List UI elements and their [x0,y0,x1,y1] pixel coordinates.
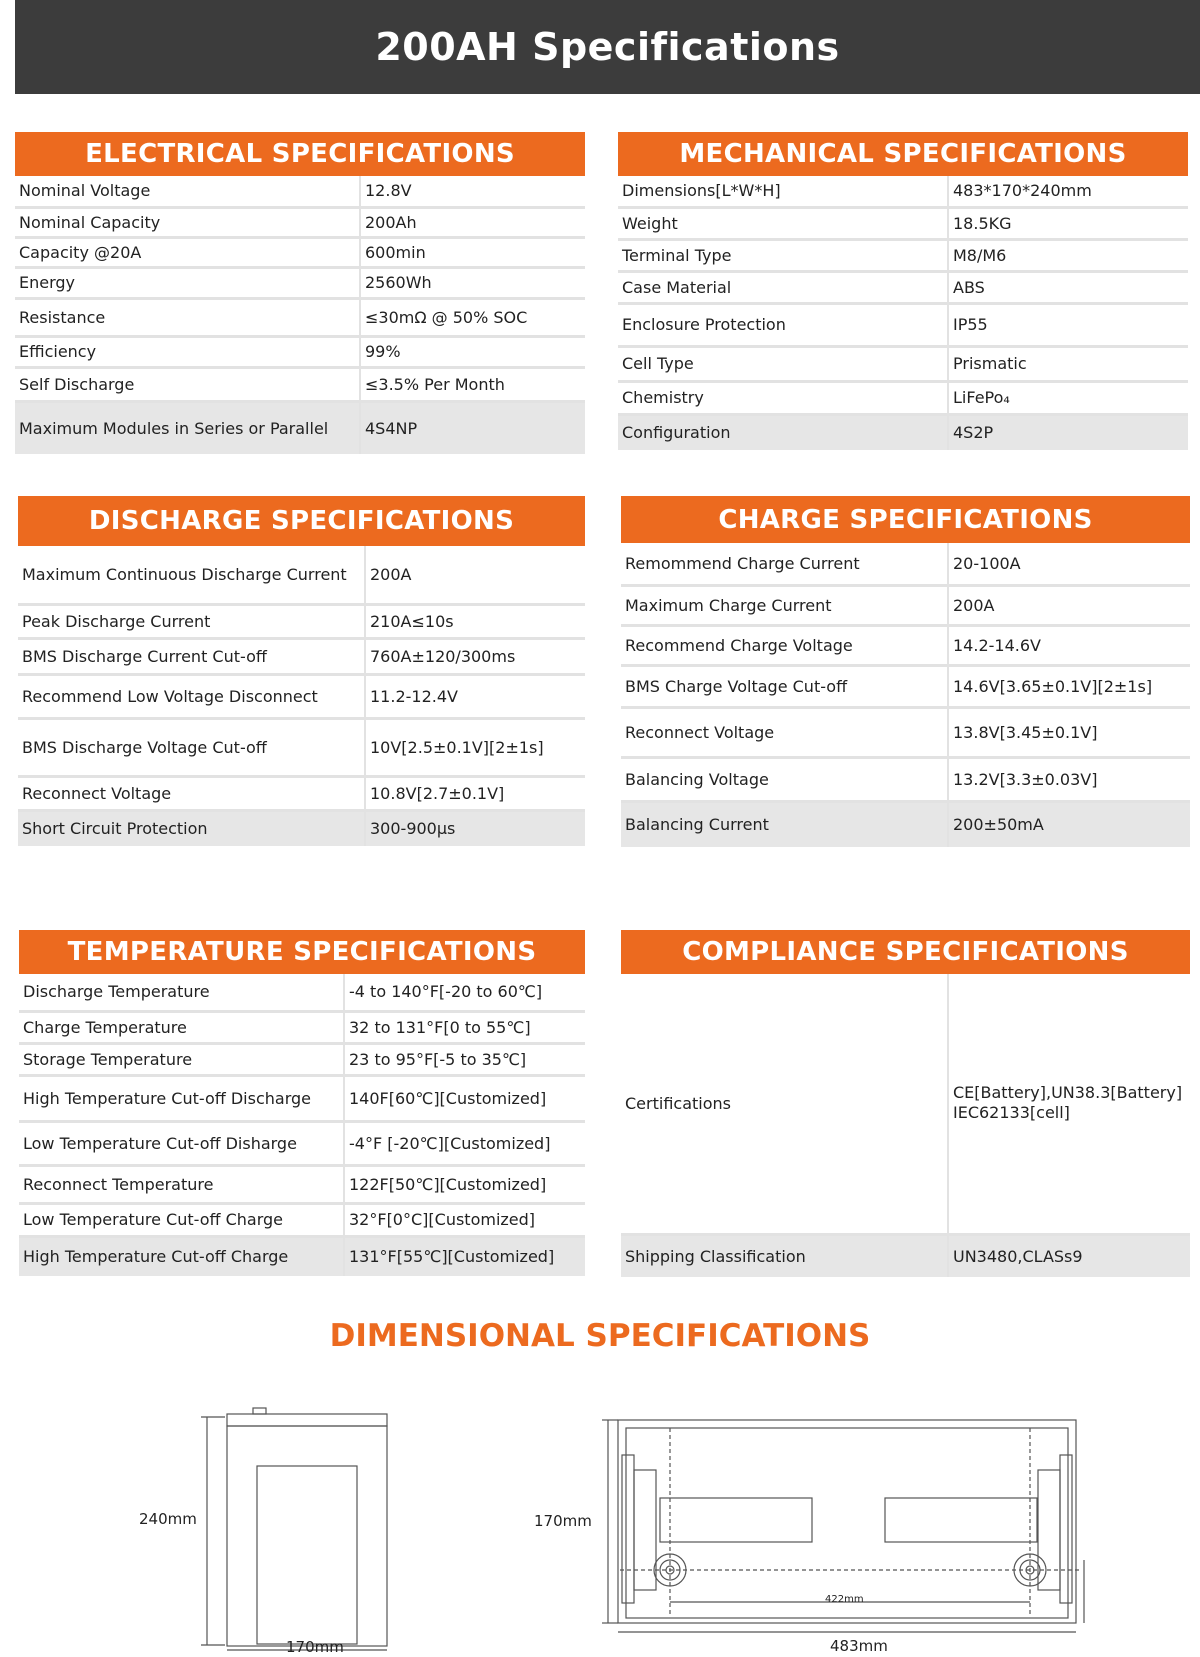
spec-value: UN3480,CLASs9 [948,1234,1190,1277]
side-height-label: 240mm [139,1510,197,1528]
mechanical-specifications [618,132,1188,450]
table-row [618,346,1188,381]
table-row [621,801,1190,847]
spec-value: 13.2V[3.3±0.03V] [948,757,1190,801]
table-row [621,585,1190,625]
spec-table [18,546,585,846]
table-row [621,665,1190,707]
side-width-label: 170mm [286,1638,344,1656]
spec-value: ABS [948,271,1188,303]
spec-value: 14.2-14.6V [948,625,1190,665]
spec-value: 99% [360,336,585,367]
terminal-cap [253,1408,266,1414]
spec-value: 4S2P [948,414,1188,450]
spec-label: Maximum Modules in Series or Parallel [15,401,360,454]
spec-table [621,543,1190,847]
discharge-specifications [18,496,585,846]
spec-label: Discharge Temperature [19,974,344,1011]
spec-label: Resistance [15,298,360,336]
spec-value: 32 to 131°F[0 to 55℃] [344,1011,585,1043]
spec-value: 300-900μs [365,810,585,846]
spec-value: 10.8V[2.7±0.1V] [365,776,585,810]
spec-label: Reconnect Voltage [18,776,365,810]
table-row [18,776,585,810]
table-row [621,974,1190,1234]
table-row [18,546,585,604]
spec-label: Self Discharge [15,367,360,401]
spec-value [948,974,1190,1234]
table-row [15,176,585,207]
left-handle [622,1455,634,1603]
section-title: MECHANICAL SPECIFICATIONS [618,132,1188,176]
table-row [19,974,585,1011]
table-row [618,414,1188,450]
spec-label: BMS Discharge Current Cut-off [18,638,365,674]
spec-value: 200Ah [360,207,585,237]
spec-value: 131°F[55℃][Customized] [344,1236,585,1276]
table-row [621,625,1190,665]
spec-value: Prismatic [948,346,1188,381]
table-row [18,718,585,776]
table-row [621,1234,1190,1277]
compliance-specifications [621,930,1190,1277]
page-title: 200AH Specifications [375,25,840,69]
spec-value: -4 to 140°F[-20 to 60℃] [344,974,585,1011]
charge-specifications [621,496,1190,847]
spec-label: Remommend Charge Current [621,543,948,585]
table-row [15,237,585,267]
battery-body [227,1426,387,1646]
spec-label: Dimensions[L*W*H] [618,176,948,207]
spec-value: 122F[50℃][Customized] [344,1165,585,1203]
table-row [15,336,585,367]
spec-value: 13.8V[3.45±0.1V] [948,707,1190,757]
table-row [15,207,585,237]
spec-label: Chemistry [618,381,948,414]
spec-label: Energy [15,267,360,298]
spec-value: 14.6V[3.65±0.1V][2±1s] [948,665,1190,707]
side-view-drawing [195,1405,410,1657]
spec-table [15,176,585,454]
spec-value: 20-100A [948,543,1190,585]
spec-label: Maximum Charge Current [621,585,948,625]
spec-value: 483*170*240mm [948,176,1188,207]
table-row [618,381,1188,414]
spec-label: Reconnect Voltage [621,707,948,757]
spec-label: Nominal Voltage [15,176,360,207]
section-title: COMPLIANCE SPECIFICATIONS [621,930,1190,974]
spec-label: Low Temperature Cut-off Charge [19,1203,344,1236]
spec-label: Nominal Capacity [15,207,360,237]
spec-label: Enclosure Protection [618,303,948,346]
table-row [19,1121,585,1165]
table-row [19,1203,585,1236]
dimensional-title: DIMENSIONAL SPECIFICATIONS [329,1318,871,1354]
spec-label: Peak Discharge Current [18,604,365,638]
table-row [618,271,1188,303]
spec-value: 200±50mA [948,801,1190,847]
spec-label: Reconnect Temperature [19,1165,344,1203]
spec-label: Short Circuit Protection [18,810,365,846]
spec-value: ≤3.5% Per Month [360,367,585,401]
table-row [15,267,585,298]
table-row [18,638,585,674]
cert-line: IEC62133[cell] [953,1103,1070,1123]
spec-table [19,974,585,1276]
spec-label: BMS Discharge Voltage Cut-off [18,718,365,776]
spec-label: Low Temperature Cut-off Disharge [19,1121,344,1165]
right-label-recess [885,1498,1037,1542]
table-row [19,1011,585,1043]
spec-value: 200A [948,585,1190,625]
spec-value: 32°F[0°C][Customized] [344,1203,585,1236]
spec-value: -4°F [-20℃][Customized] [344,1121,585,1165]
spec-label: Certifications [621,974,948,1234]
spec-label: Balancing Current [621,801,948,847]
spec-label: Configuration [618,414,948,450]
table-row [18,674,585,718]
top-length-label: 483mm [830,1637,888,1655]
table-row [618,207,1188,239]
label-panel [257,1466,357,1644]
spec-label: Capacity @20A [15,237,360,267]
spec-label: Recommend Charge Voltage [621,625,948,665]
spec-label: Weight [618,207,948,239]
table-row [19,1236,585,1276]
spec-value: 11.2-12.4V [365,674,585,718]
spec-label: High Temperature Cut-off Discharge [19,1075,344,1121]
spec-label: Shipping Classification [621,1234,948,1277]
table-row [15,401,585,454]
spec-label: BMS Charge Voltage Cut-off [621,665,948,707]
spec-value: 4S4NP [360,401,585,454]
table-row [618,303,1188,346]
spec-label: Storage Temperature [19,1043,344,1075]
spec-label: Charge Temperature [19,1011,344,1043]
section-title: ELECTRICAL SPECIFICATIONS [15,132,585,176]
terminal-spacing-label: 422mm [825,1594,864,1605]
table-row [621,543,1190,585]
section-title: DISCHARGE SPECIFICATIONS [18,496,585,546]
left-label-recess [660,1498,812,1542]
spec-label: Terminal Type [618,239,948,271]
table-row [618,239,1188,271]
spec-label: Efficiency [15,336,360,367]
table-row [18,810,585,846]
spec-value: LiFePo₄ [948,381,1188,414]
electrical-specifications [15,132,585,454]
spec-label: Case Material [618,271,948,303]
spec-table [618,176,1188,450]
table-row [19,1075,585,1121]
spec-label: Balancing Voltage [621,757,948,801]
spec-value: 23 to 95°F[-5 to 35℃] [344,1043,585,1075]
spec-value: 18.5KG [948,207,1188,239]
spec-value: ≤30mΩ @ 50% SOC [360,298,585,336]
battery-lid [227,1414,387,1426]
spec-value: 2560Wh [360,267,585,298]
spec-value: 12.8V [360,176,585,207]
top-view-drawing [600,1410,1100,1650]
top-depth-label: 170mm [534,1512,592,1530]
spec-label: Recommend Low Voltage Disconnect [18,674,365,718]
table-row [19,1165,585,1203]
spec-value: 210A≤10s [365,604,585,638]
spec-label: Maximum Continuous Discharge Current [18,546,365,604]
table-row [621,707,1190,757]
table-row [18,604,585,638]
spec-table [621,974,1190,1277]
spec-value: 200A [365,546,585,604]
temperature-specifications [19,930,585,1276]
spec-value: 760A±120/300ms [365,638,585,674]
table-row [19,1043,585,1075]
section-title: CHARGE SPECIFICATIONS [621,496,1190,543]
right-handle [1060,1455,1072,1603]
battery-outline [618,1420,1076,1623]
table-row [15,298,585,336]
spec-value: 10V[2.5±0.1V][2±1s] [365,718,585,776]
spec-value: M8/M6 [948,239,1188,271]
section-title: TEMPERATURE SPECIFICATIONS [19,930,585,974]
cert-line: CE[Battery],UN38.3[Battery] [953,1083,1183,1103]
spec-label: Cell Type [618,346,948,381]
spec-value: 600min [360,237,585,267]
table-row [15,367,585,401]
page-title-bar [15,0,1200,94]
spec-value: 140F[60℃][Customized] [344,1075,585,1121]
spec-value: IP55 [948,303,1188,346]
table-row [618,176,1188,207]
table-row [621,757,1190,801]
spec-label: High Temperature Cut-off Charge [19,1236,344,1276]
